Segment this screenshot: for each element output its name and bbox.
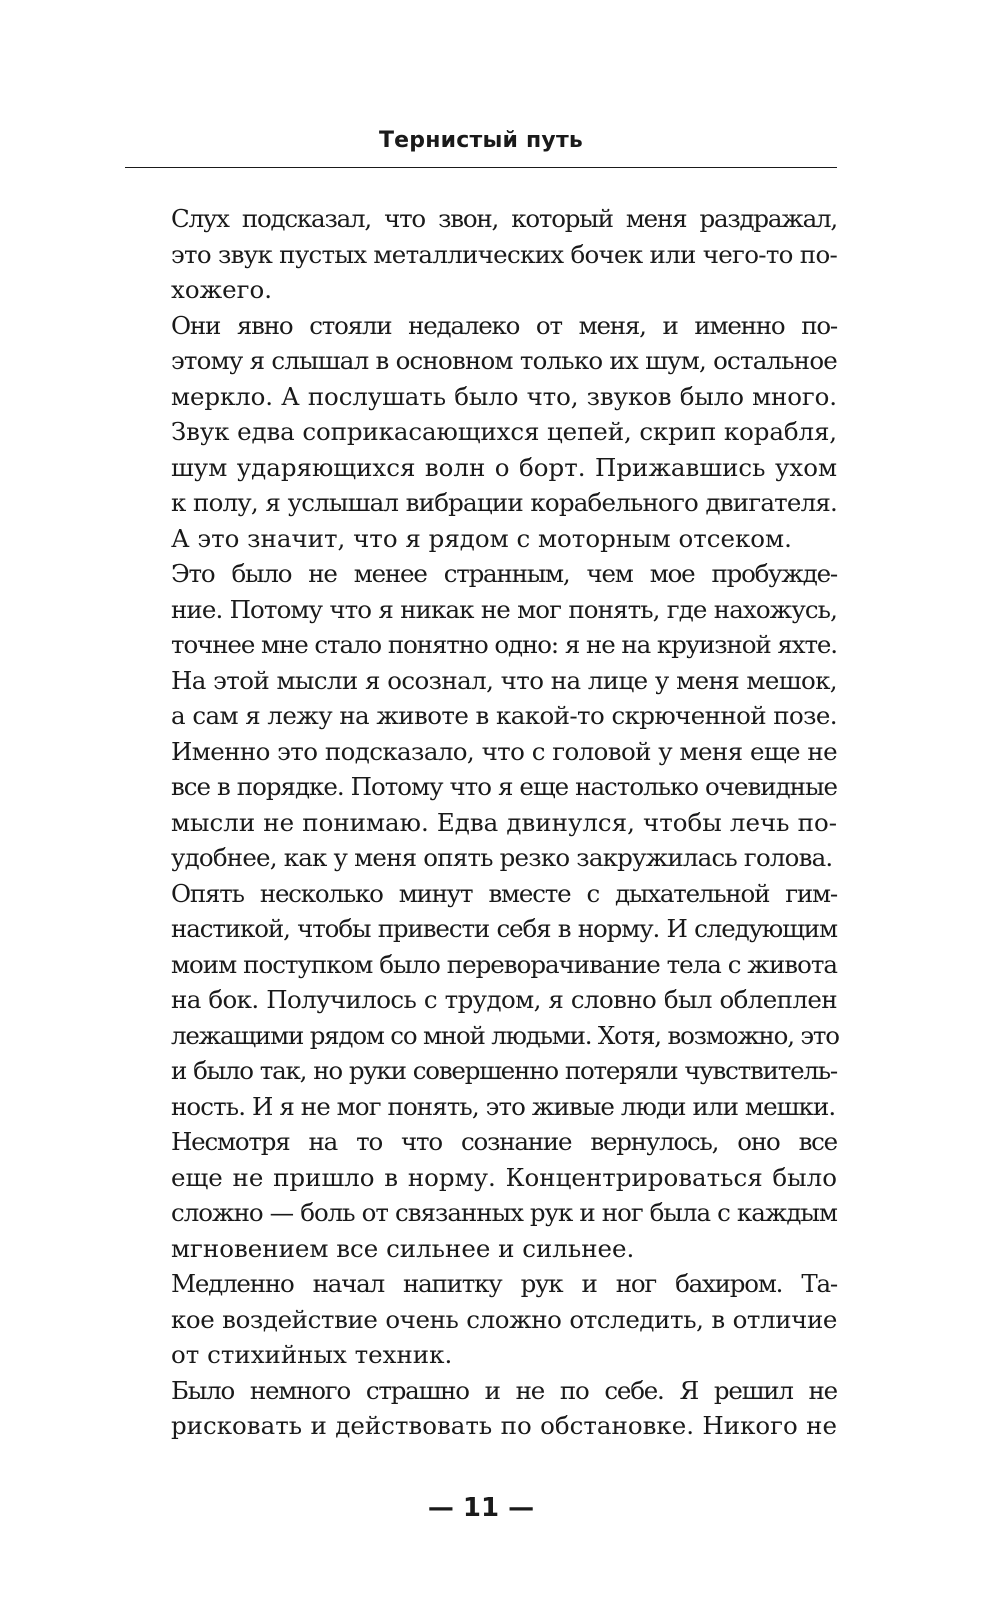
text-line: Именно это подсказало, что с головой у меня еще не: [171, 736, 837, 766]
text-line: а сам я лежу на животе в какой-то скрюченной позе.: [171, 701, 837, 730]
text-line: это звук пустых металлических бочек или чего-то по-: [171, 239, 838, 269]
text-line: этому я слышал в основном только их шум, остальное: [171, 346, 837, 375]
text-line: удобнее, как у меня опять резко закружилась голова.: [171, 843, 833, 872]
text-line: Медленно начал напитку рук и ног бахиром. Та-: [171, 1269, 837, 1298]
paragraph: [125, 1266, 837, 1373]
body-text: [125, 201, 837, 1444]
text-line: меркло. А послушать было что, звуков было много.: [171, 381, 837, 411]
text-line: Несмотря на то что сознание вернулось, оно все: [171, 1127, 837, 1156]
text-line: Опять несколько минут вместе с дыхательной гим-: [171, 878, 837, 908]
running-head-title: Тернистый путь: [378, 128, 584, 153]
text-line: ность. И я не мог понять, это живые люди или мешки.: [171, 1091, 836, 1121]
text-line: и было так, но руки совершенно потеряли чувствитель-: [171, 1056, 837, 1085]
text-line: мгновением все сильнее и сильнее.: [171, 1233, 635, 1263]
header-rule: [125, 167, 837, 168]
text-line: на бок. Получилось с трудом, я словно был облеплен: [171, 985, 837, 1014]
text-line: еще не пришло в норму. Концентрироваться было: [171, 1162, 837, 1192]
text-line: моим поступком было переворачивание тела с живота: [171, 949, 837, 979]
text-line: Они явно стояли недалеко от меня, и именно по-: [171, 310, 837, 340]
text-line: точнее мне стало понятно одно: я не на круизной яхте.: [171, 630, 837, 659]
text-line: кое воздействие очень сложно отследить, в отличие: [171, 1304, 837, 1334]
text-line: Было немного страшно и не по себе. Я решил не: [171, 1375, 837, 1405]
text-line: лежащими рядом со мной людьми. Хотя, возможно, это: [171, 1020, 839, 1050]
text-line: рисковать и действовать по обстановке. Никого не: [171, 1411, 837, 1440]
paragraph: [125, 201, 837, 308]
text-line: все в порядке. Потому что я еще настолько очевидные: [171, 772, 837, 801]
paragraph: [125, 1124, 837, 1266]
text-line: ние. Потому что я никак не мог понять, где нахожусь,: [171, 594, 837, 624]
text-line: хожего.: [171, 275, 272, 304]
text-line: Слух подсказал, что звон, который меня раздражал,: [171, 204, 837, 233]
text-line: к полу, я услышал вибрации корабельного двигателя.: [171, 488, 837, 517]
page-number: — 11 —: [427, 1493, 535, 1523]
text-line: На этой мысли я осознал, что на лице у меня мешок,: [171, 665, 837, 695]
text-line: Звук едва соприкасающихся цепей, скрип корабля,: [171, 417, 837, 446]
text-line: Это было не менее странным, чем мое пробужде-: [171, 559, 837, 588]
text-line: шум ударяющихся волн о борт. Прижавшись ухом: [171, 452, 837, 482]
text-line: настикой, чтобы привести себя в норму. И следующим: [171, 914, 837, 943]
paragraph: [125, 876, 837, 1125]
text-line: от стихийных техник.: [171, 1340, 453, 1369]
text-line: А это значит, что я рядом с моторным отсеком.: [171, 523, 792, 553]
text-line: мысли не понимаю. Едва двинулся, чтобы лечь по-: [171, 807, 837, 837]
paragraph: [125, 1373, 837, 1444]
paragraph: [125, 556, 837, 876]
text-line: сложно — боль от связанных рук и ног была с каждым: [171, 1198, 837, 1227]
paragraph: [125, 308, 837, 557]
